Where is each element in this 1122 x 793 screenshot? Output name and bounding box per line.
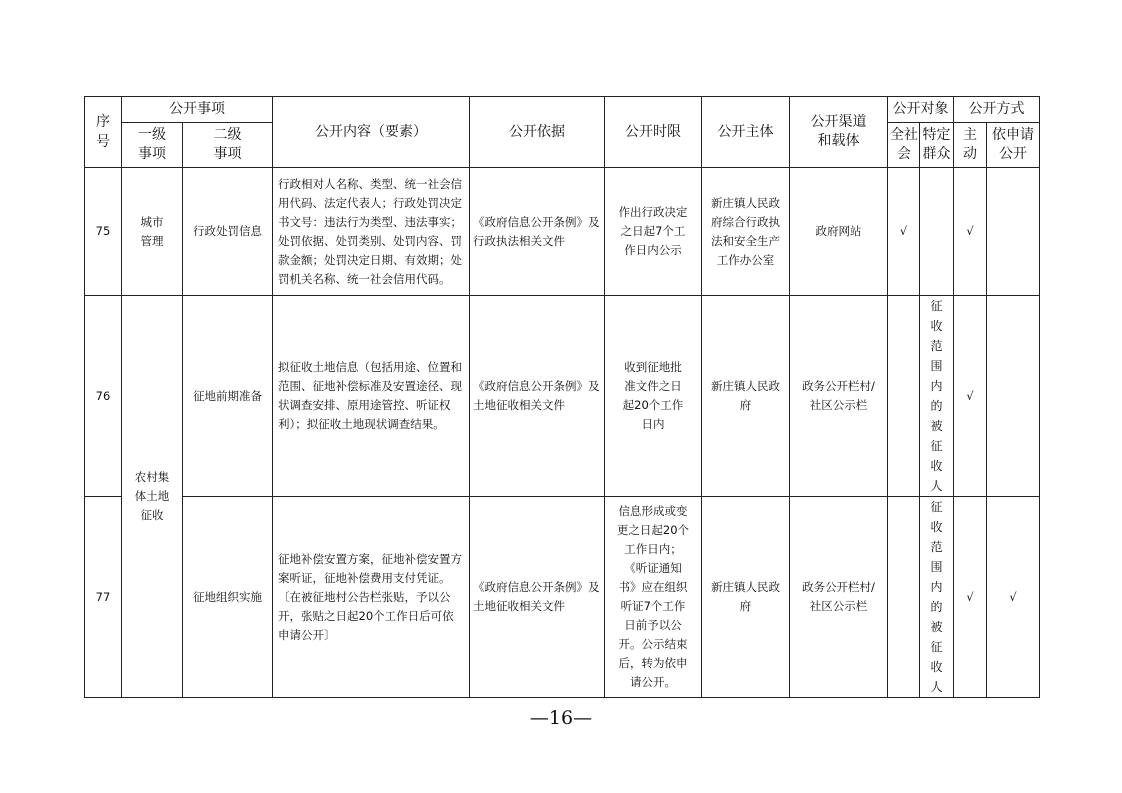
header-basis: 公开依据 (470, 97, 605, 168)
cell-method-request (987, 296, 1040, 497)
header-method-group: 公开方式 (954, 97, 1040, 123)
cell-method-active: √ (954, 497, 987, 698)
header-seq: 序号 (85, 97, 122, 168)
header-content: 公开内容（要素） (273, 97, 470, 168)
cell-time-limit: 作出行政决定之日起7个工作日内公示 (605, 168, 702, 296)
table-row (85, 497, 1040, 698)
cell-channel: 政务公开栏村/社区公示栏 (790, 497, 888, 698)
cell-subject: 新庄镇人民政府 (702, 497, 790, 698)
disclosure-table (84, 96, 1040, 698)
cell-content: 拟征收土地信息（包括用途、位置和范围、征地补偿标准及安置途径、现状调查安排、原用途管控、听证权利）；拟征收土地现状调查结果。 (273, 296, 470, 497)
cell-target-all (888, 497, 920, 698)
cell-time-limit: 收到征地批准文件之日起20个工作日内 (605, 296, 702, 497)
cell-seq: 75 (85, 168, 122, 296)
table-row (85, 296, 1040, 497)
cell-basis: 《政府信息公开条例》及土地征收相关文件 (470, 497, 605, 698)
header-time-limit: 公开时限 (605, 97, 702, 168)
header-level2: 二级事项 (183, 123, 273, 168)
cell-target-specific: 征收范围内的被征收人 (920, 497, 954, 698)
cell-target-specific (920, 168, 954, 296)
header-method-active: 主动 (954, 123, 987, 168)
header-target-all: 全社会 (888, 123, 920, 168)
cell-time-limit: 信息形成或变更之日起20个工作日内；《听证通知书》应在组织听证7个工作日前予以公开。公示结束后，转为依申请公开。 (605, 497, 702, 698)
cell-seq: 77 (85, 497, 122, 698)
cell-seq: 76 (85, 296, 122, 497)
cell-target-all: √ (888, 168, 920, 296)
header-channel: 公开渠道和载体 (790, 97, 888, 168)
table-row (85, 168, 1040, 296)
header-subject: 公开主体 (702, 97, 790, 168)
page-number: —16— (529, 707, 593, 729)
header-target-group: 公开对象 (888, 97, 954, 123)
cell-level1: 城市管理 (122, 168, 183, 296)
cell-subject: 新庄镇人民政府 (702, 296, 790, 497)
cell-level2: 征地前期准备 (183, 296, 273, 497)
cell-method-active: √ (954, 168, 987, 296)
cell-content: 征地补偿安置方案，征地补偿安置方案听证，征地补偿费用支付凭证。〔在被征地村公告栏张贴，予以公开，张贴之日起20个工作日后可依申请公开〕 (273, 497, 470, 698)
cell-method-active: √ (954, 296, 987, 497)
header-target-specific: 特定群众 (920, 123, 954, 168)
cell-subject: 新庄镇人民政府综合行政执法和安全生产工作办公室 (702, 168, 790, 296)
cell-level2: 征地组织实施 (183, 497, 273, 698)
cell-level2: 行政处罚信息 (183, 168, 273, 296)
cell-basis: 《政府信息公开条例》及行政执法相关文件 (470, 168, 605, 296)
cell-target-specific: 征收范围内的被征收人 (920, 296, 954, 497)
cell-content: 行政相对人名称、类型、统一社会信用代码、法定代表人；行政处罚决定书文号：违法行为类型、违法事实；处罚依据、处罚类别、处罚内容、罚款金额；处罚决定日期、有效期；处罚机关名称、统一社会信用代码。 (273, 168, 470, 296)
cell-channel: 政务公开栏村/社区公示栏 (790, 296, 888, 497)
cell-target-all (888, 296, 920, 497)
header-item-group: 公开事项 (122, 97, 273, 123)
header-method-request: 依申请公开 (987, 123, 1040, 168)
cell-level1: 农村集体土地征收 (122, 296, 183, 698)
cell-channel: 政府网站 (790, 168, 888, 296)
cell-method-request (987, 168, 1040, 296)
cell-basis: 《政府信息公开条例》及土地征收相关文件 (470, 296, 605, 497)
header-level1: 一级事项 (122, 123, 183, 168)
cell-method-request: √ (987, 497, 1040, 698)
